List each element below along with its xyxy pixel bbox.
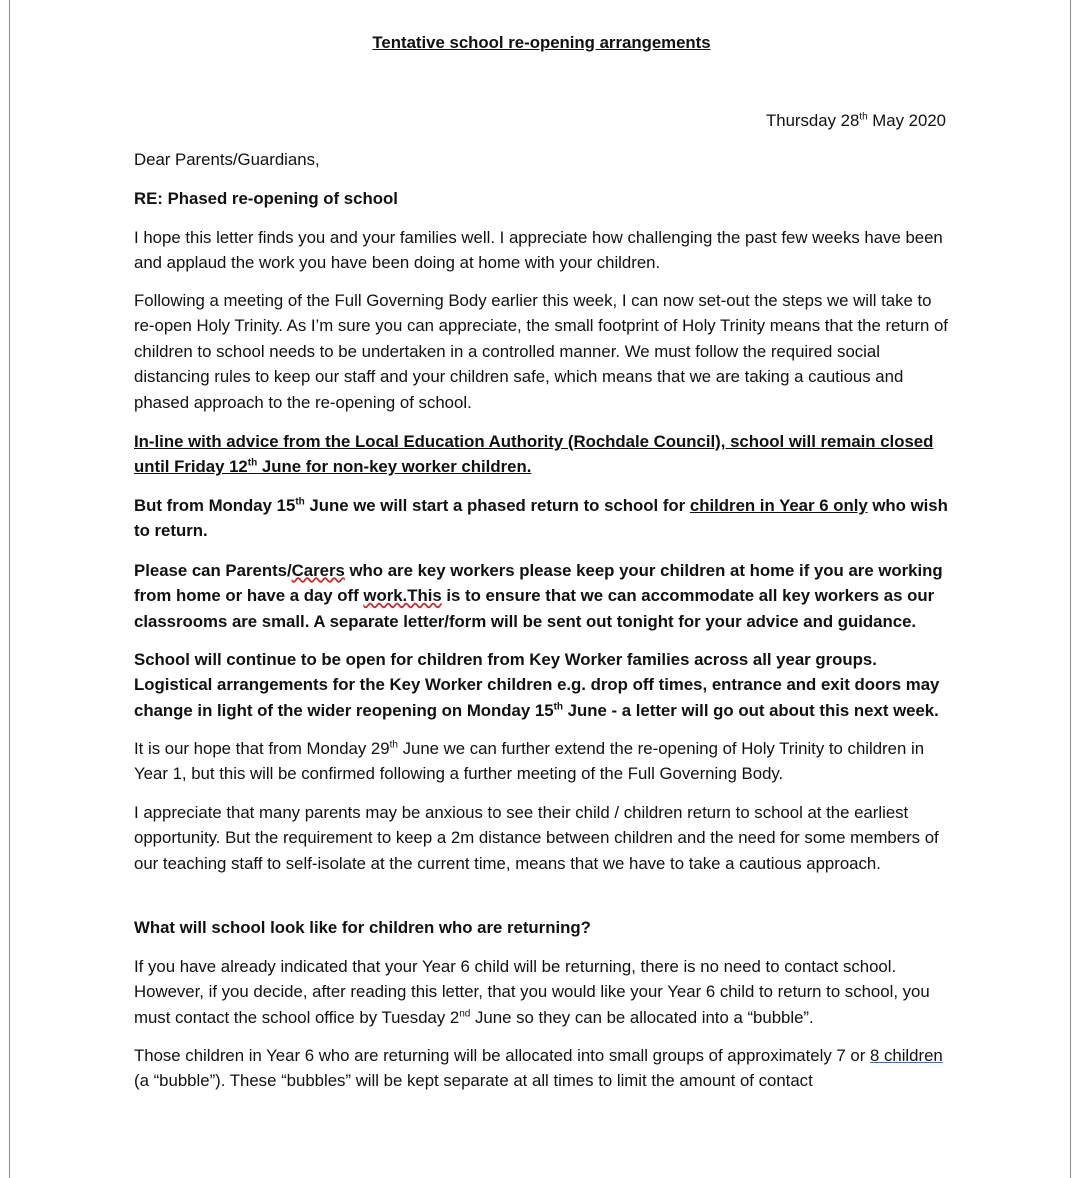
paragraph-intro: I hope this letter finds you and your families well. I appreciate how challenging the past few weeks have been and applaud the work you have been doing at home with your children.	[134, 228, 943, 273]
paragraph-contact-school: If you have already indicated that your Year 6 child will be returning, there is no need to contact school. However, if you decide, after reading this letter, that you would like your Year 6 child to return to school, you must contact the school office by Tuesday 2nd June so they can be allocated into a “bubble”.	[134, 957, 930, 1027]
paragraph-closure-notice: In-line with advice from the Local Education Authority (Rochdale Council), school will remain closed until Friday 12th June for non-key worker children.	[134, 432, 934, 477]
paragraph-year6-return: But from Monday 15th June we will start a phased return to school for children in Year 6 only who wish to return.	[134, 496, 948, 541]
paragraph-key-workers: Please can Parents/Carers who are key workers please keep your children at home if you are working from home or have a day off work.This is to ensure that we can accommodate all key workers as our classrooms are small. A separate letter/form will be sent out tonight for your advice and guidance.	[134, 561, 943, 631]
paragraph-year1: It is our hope that from Monday 29th June we can further extend the re-opening of Holy Trinity to children in Year 1, but this will be confirmed following a further meeting of the Full Governing Body.	[134, 739, 925, 784]
salutation: Dear Parents/Guardians,	[134, 150, 320, 169]
letter-date: Thursday 28th May 2020	[766, 111, 946, 130]
paragraph-bubbles: Those children in Year 6 who are returning will be allocated into small groups of approximately 7 or 8 children (a “bubble”). These “bubbles” will be kept separate at all times to limit the amount of contact	[134, 1046, 943, 1091]
page-edge-left	[9, 0, 10, 1178]
paragraph-logistics: School will continue to be open for children from Key Worker families across all year groups. Logistical arrangements for the Key Worker children e.g. drop off times, entrance and exit doors may change in light of the wider reopening on Monday 15th June - a letter will go out about this next week.	[134, 650, 940, 720]
year6-only-link-text: children in Year 6 only	[689, 496, 868, 515]
paragraph-anxious-parents: I appreciate that many parents may be anxious to see their child / children return to school at the earliest opportunity. But the requirement to keep a 2m distance between children and the need for some members of our teaching staff to self-isolate at the current time, means that we have to take a cautious approach.	[134, 803, 939, 873]
letter-title: Tentative school re-opening arrangements	[372, 33, 711, 52]
spellcheck-work-this: work.This	[363, 586, 442, 606]
page-edge-right	[1070, 0, 1071, 1178]
re-line: RE: Phased re-opening of school	[134, 189, 398, 208]
heading-returning-children: What will school look like for children who are returning?	[134, 918, 591, 937]
paragraph-governing-body: Following a meeting of the Full Governing Body earlier this week, I can now set-out the steps we will take to re-open Holy Trinity. As I’m sure you can appreciate, the small footprint of Holy Trinity means that the return of children to school needs to be undertaken in a controlled manner. We must follow the required social distancing rules to keep our staff and your children safe, which means that we are taking a cautious and phased approach to the re-opening of school.	[134, 291, 948, 412]
spellcheck-carers: Carers	[291, 561, 345, 580]
grammar-8-children: 8 children	[869, 1046, 943, 1065]
